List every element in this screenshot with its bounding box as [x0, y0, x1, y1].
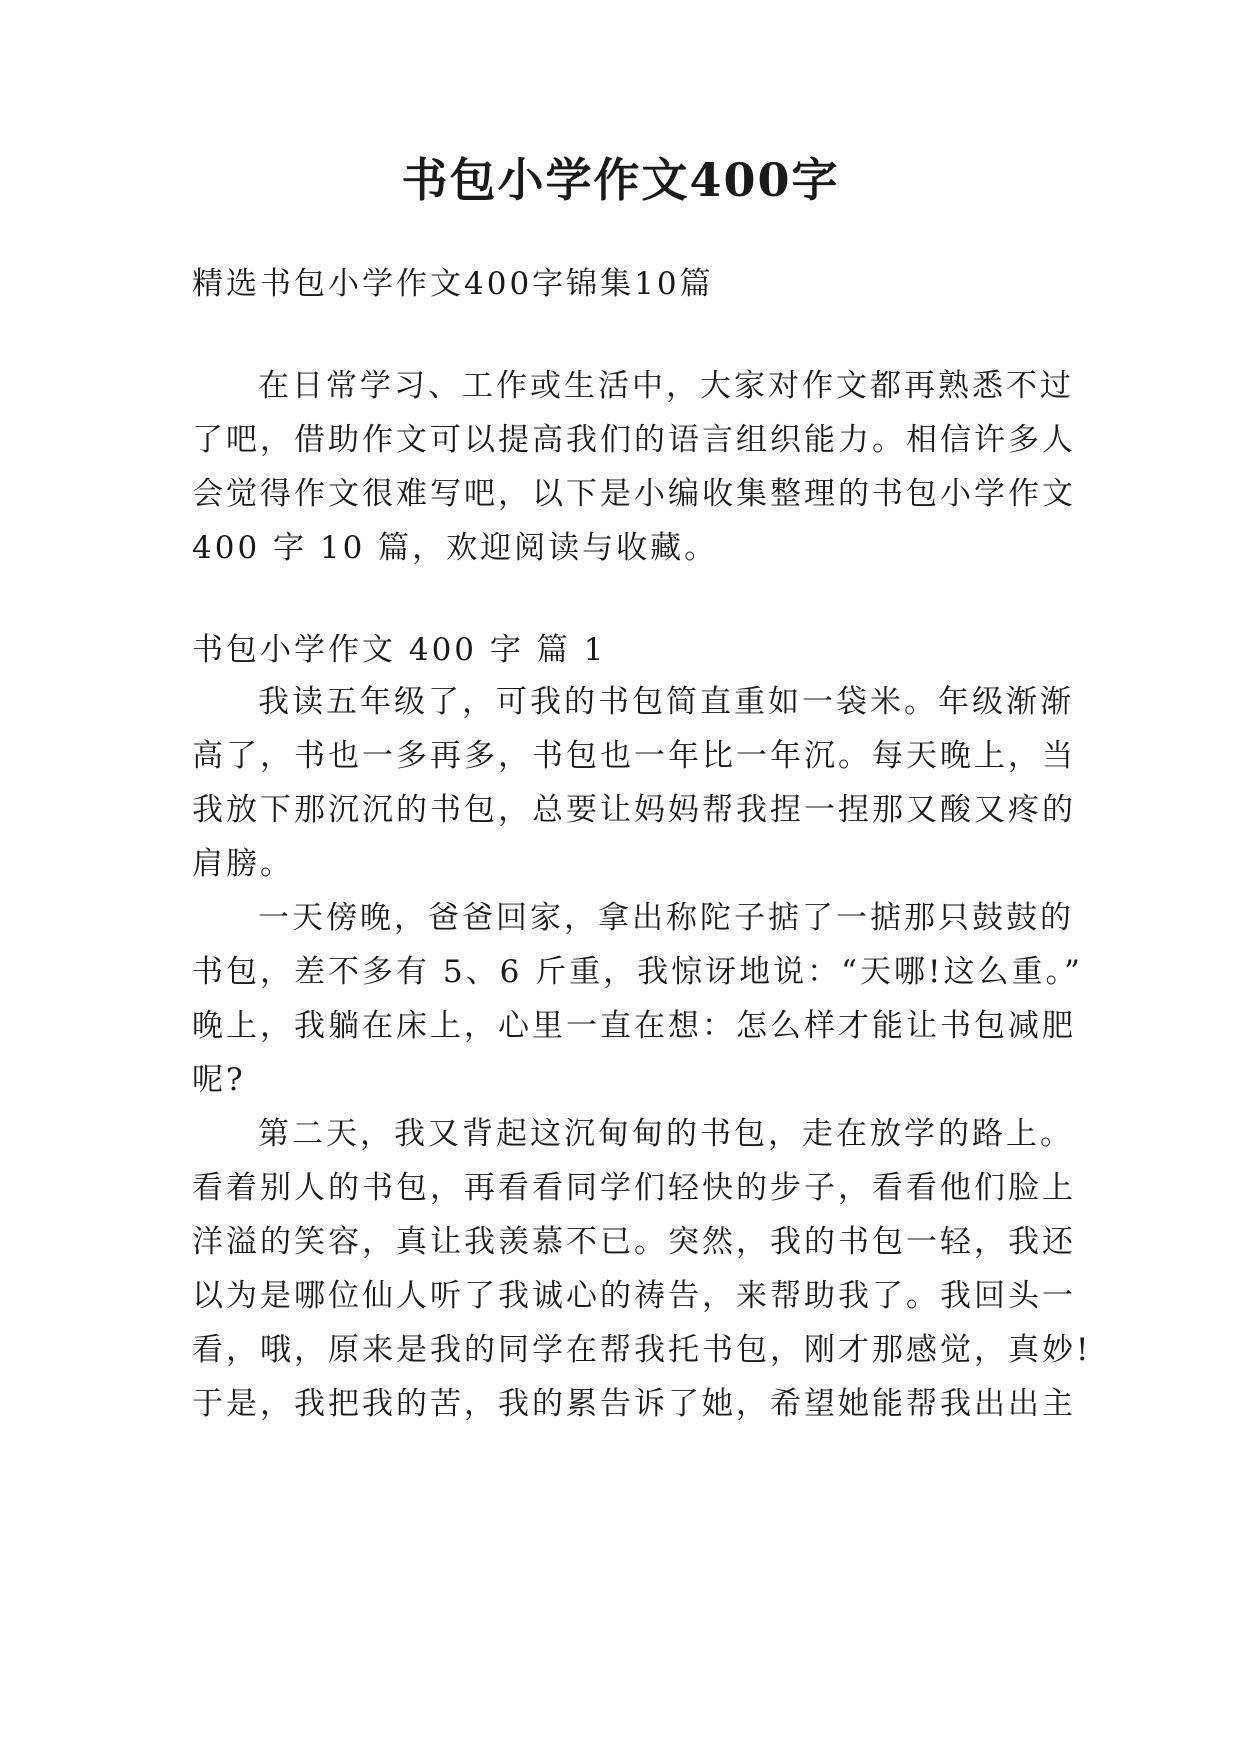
- body-line: 晚上，我躺在床上，心里一直在想：怎么样才能让书包减肥: [192, 1008, 1076, 1044]
- body-line: 看，哦，原来是我的同学在帮我托书包，刚才那感觉，真妙!: [192, 1332, 1092, 1368]
- body-line: 我读五年级了，可我的书包简直重如一袋米。年级渐渐: [258, 684, 1074, 720]
- body-line: 第二天，我又背起这沉甸甸的书包，走在放学的路上。: [258, 1116, 1074, 1152]
- body-line: 我放下那沉沉的书包，总要让妈妈帮我捏一捏那又酸又疼的: [192, 792, 1076, 828]
- body-line: 呢?: [192, 1062, 246, 1098]
- document-subtitle: 精选书包小学作文400字锦集10篇: [192, 266, 714, 302]
- intro-line: 会觉得作文很难写吧，以下是小编收集整理的书包小学作文: [192, 476, 1076, 512]
- body-line: 洋溢的笑容，真让我羡慕不已。突然，我的书包一轻，我还: [192, 1224, 1076, 1260]
- section-heading: 书包小学作文 400 字 篇 1: [192, 632, 607, 668]
- body-line: 于是，我把我的苦，我的累告诉了她，希望她能帮我出出主: [192, 1386, 1076, 1422]
- body-line: 以为是哪位仙人听了我诚心的祷告，来帮助我了。我回头一: [192, 1278, 1076, 1314]
- intro-line: 了吧，借助作文可以提高我们的语言组织能力。相信许多人: [192, 422, 1076, 458]
- body-line: 书包，差不多有 5、6 斤重，我惊讶地说：“天哪!这么重。”: [192, 954, 1083, 990]
- body-line: 看着别人的书包，再看看同学们轻快的步子，看看他们脸上: [192, 1170, 1076, 1206]
- body-line: 肩膀。: [192, 846, 294, 882]
- body-line: 一天傍晚，爸爸回家，拿出称陀子掂了一掂那只鼓鼓的: [258, 900, 1074, 936]
- intro-line: 400 字 10 篇，欢迎阅读与收藏。: [192, 530, 719, 566]
- body-line: 高了，书也一多再多，书包也一年比一年沉。每天晚上，当: [192, 738, 1076, 774]
- document-title: 书包小学作文400字: [401, 153, 840, 207]
- intro-line: 在日常学习、工作或生活中，大家对作文都再熟悉不过: [258, 368, 1074, 404]
